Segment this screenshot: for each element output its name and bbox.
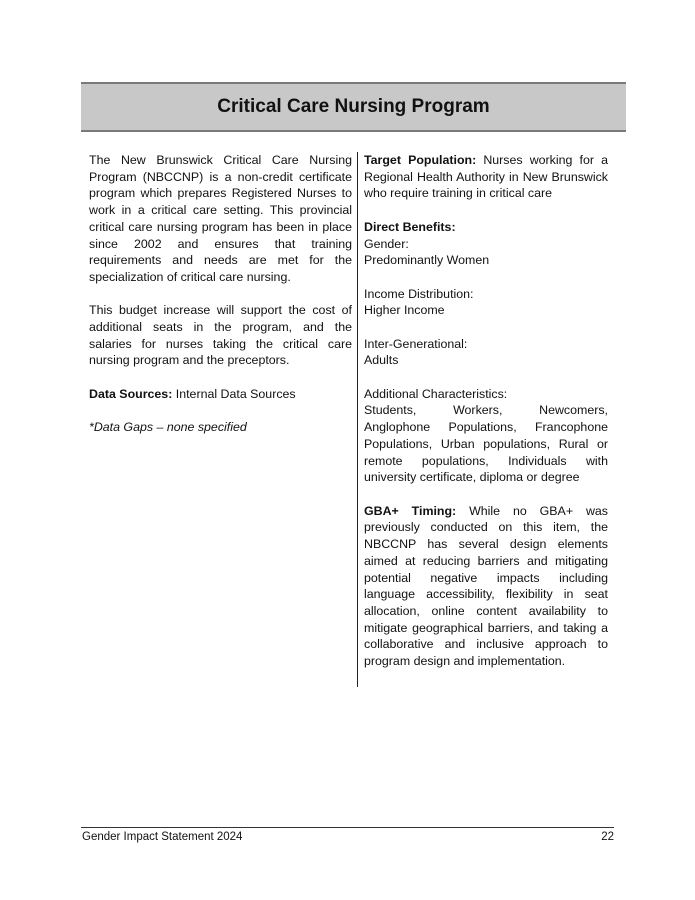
data-sources: [89, 386, 352, 403]
title-band: [81, 82, 626, 132]
gba-timing: [364, 503, 608, 670]
gender-label: Gender:: [364, 236, 409, 251]
program-description: The New Brunswick Critical Care Nursing Program (NBCCNP) is a non-credit certificate program which prepares Registered Nurses to work in a critical care setting. This provincial critical care nursing program has been in place since 2002 and ensures that training requirements and needs are met for the specialization of critical care nursing.: [89, 153, 352, 284]
data-sources-label: Data Sources:: [89, 386, 173, 401]
direct-benefits-label: Direct Benefits:: [364, 219, 456, 234]
data-gaps: *Data Gaps – none specified: [89, 420, 247, 435]
target-population-value: Nurses working for a Regional Health Authority in New Brunswick who require training in critical care: [364, 153, 608, 201]
page-title: Critical Care Nursing Program: [217, 96, 490, 117]
income-value: Higher Income: [364, 303, 445, 318]
footer-document-title: Gender Impact Statement 2024: [82, 831, 243, 843]
additional-characteristics-value: Students, Workers, Newcomers, Anglophone Populations, Francophone Populations, Urban populations, Rural or remote populations, Individuals with university certificate, diploma or degree: [364, 403, 608, 485]
additional-characteristics-label: Additional Characteristics:: [364, 386, 508, 401]
footer-rule: [81, 827, 614, 828]
target-population-label: Target Population:: [364, 153, 477, 167]
gba-timing-label: GBA+ Timing:: [364, 503, 457, 518]
column-divider: [357, 152, 358, 687]
budget-paragraph: This budget increase will support the cost of additional seats in the program, and the salaries for nurses taking the critical care nursing program and the preceptors.: [89, 303, 352, 368]
left-column: [89, 152, 352, 436]
intergenerational-value: Adults: [364, 353, 399, 368]
gba-timing-value: While no GBA+ was previously conducted on this item, the NBCCNP has several design elements aimed at reducing barriers and mitigating potential negative impacts including language accessibility, flexibility in seat allocation, online content availability to mitigate geographical barriers, and taking a collaborative and inclusive approach to program design and implementation.: [364, 503, 608, 669]
right-column: [364, 152, 608, 670]
intergenerational-label: Inter-Generational:: [364, 336, 468, 351]
target-population: [364, 152, 608, 202]
data-sources-value: Internal Data Sources: [172, 386, 296, 401]
income-label: Income Distribution:: [364, 286, 474, 301]
page-number: 22: [601, 831, 614, 843]
gender-value: Predominantly Women: [364, 253, 490, 268]
